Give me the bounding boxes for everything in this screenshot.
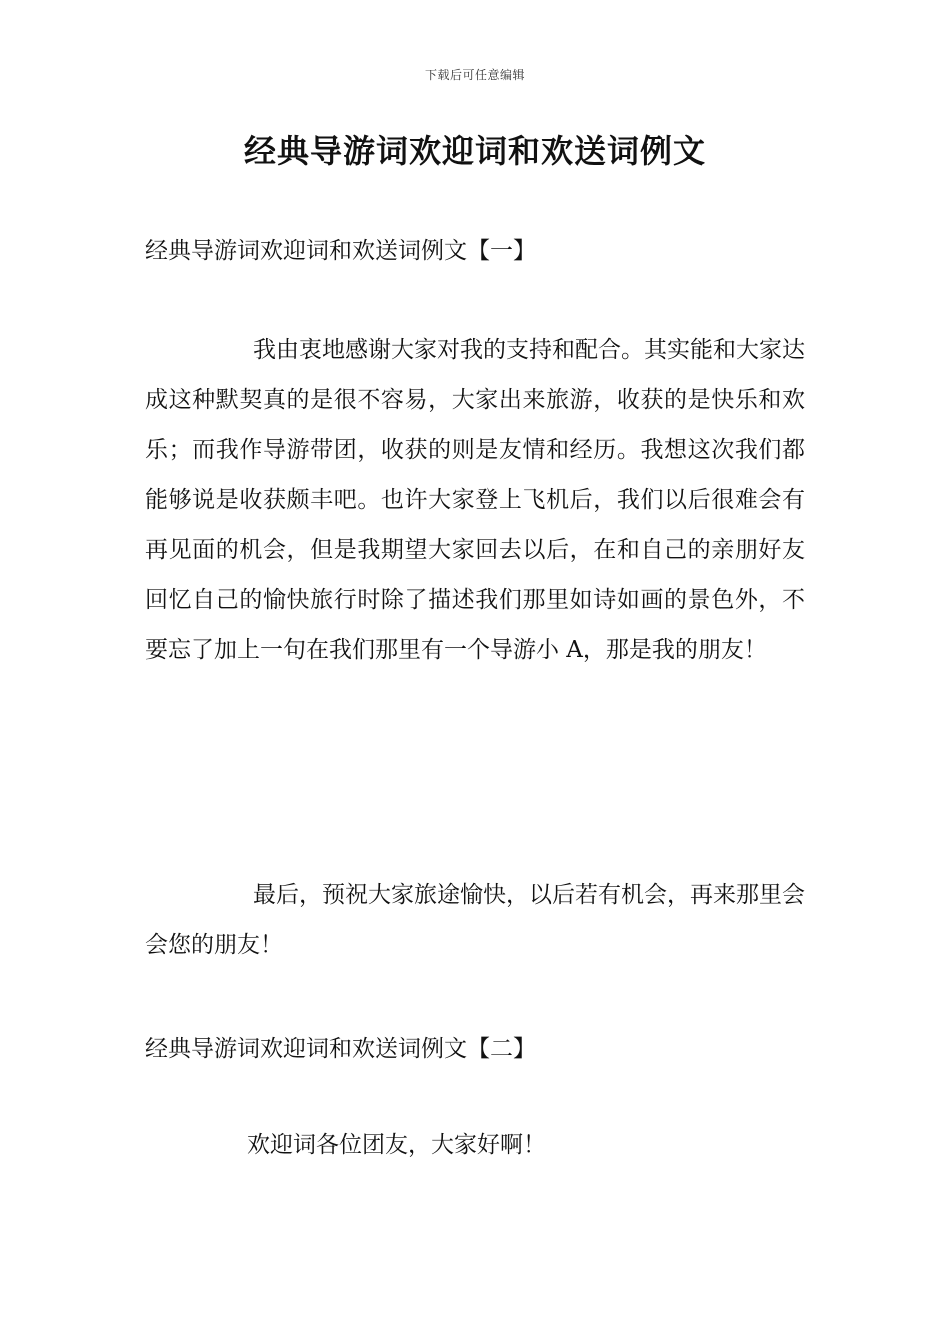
section-heading-2: 经典导游词欢迎词和欢送词例文【二】 xyxy=(145,1036,536,1062)
paragraph-1: 我由衷地感谢大家对我的支持和配合。其实能和大家达成这种默契真的是很不容易，大家出来旅游，收获的是快乐和欢乐；而我作导游带团，收获的则是友情和经历。我想这次我们都能够说是收获颇丰吧。也许大家登上飞机后，我们以后很难会有再见面的机会，但是我期望大家回去以后，在和自己的亲朋好友回忆自己的愉快旅行时除了描述我们那里如诗如画的景色外，不要忘了加上一句在我们那里有一个导游小 A，那是我的朋友！ xyxy=(145,337,805,663)
header-note: 下载后可任意编辑 xyxy=(424,68,525,82)
document-title: 经典导游词欢迎词和欢送词例文 xyxy=(243,132,706,170)
paragraph-3: 欢迎词各位团友，大家好啊！ xyxy=(247,1132,546,1158)
paragraph-2: 最后，预祝大家旅途愉快，以后若有机会，再来那里会会您的朋友！ xyxy=(145,882,805,958)
section-heading-1: 经典导游词欢迎词和欢送词例文【一】 xyxy=(145,238,536,264)
